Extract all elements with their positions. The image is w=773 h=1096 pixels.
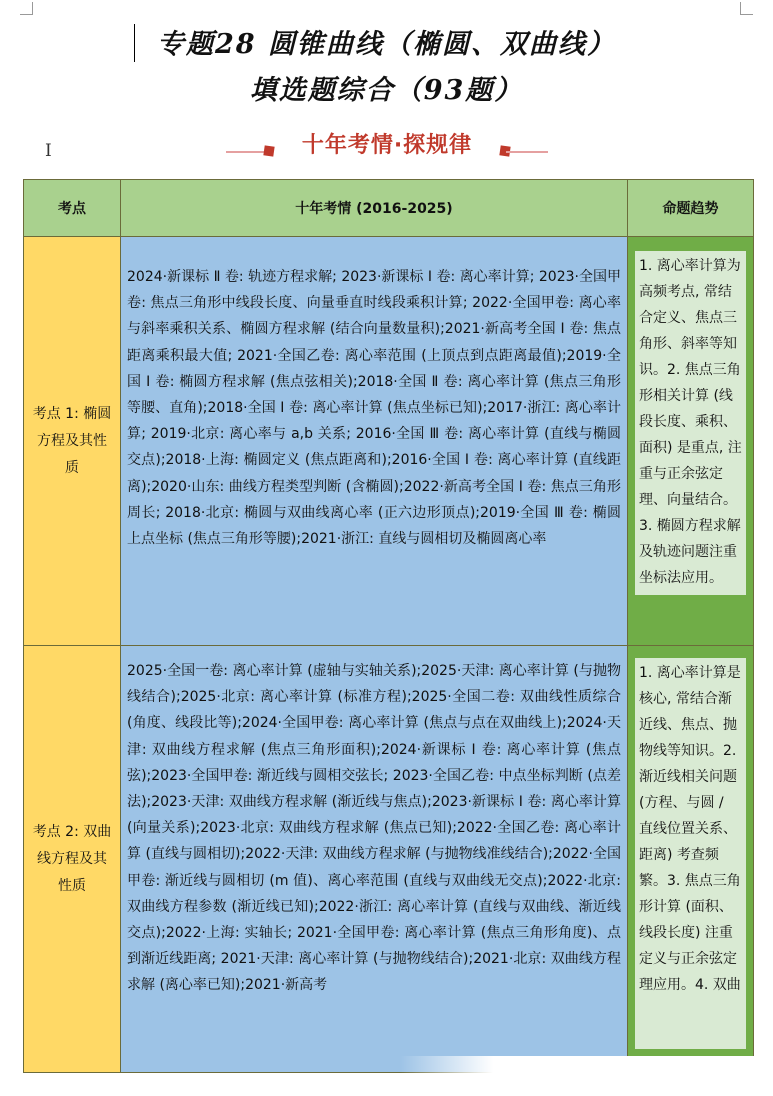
header-history: 十年考情 (2016-2025) (121, 180, 628, 237)
history-cell (121, 646, 628, 1073)
history-text: 2024·新课标 Ⅱ 卷: 轨迹方程求解; 2023·新课标 Ⅰ 卷: 离心率计算; 2023·全国甲卷: 焦点三角形中线段长度、向量垂直时线段乘积计算; 2022·全国甲卷: 离心率与斜率乘积关系、椭圆方程求解 (结合向量数量积);2021·新高考全国 Ⅰ 卷: 焦点距离乘积最大值; 2021·全国乙卷: 离心率范围 (上顶点到点距离最值);2019·全国 Ⅰ 卷: 椭圆方程求解 (焦点弦相关);2018·全国 Ⅱ 卷: 离心率计算 (焦点三角形等腰、直角);2018·全国 Ⅰ 卷: 离心率计算 (焦点坐标已知);2017·浙江: 离心率计算; 2019·北京: 离心率与 a,b 关系; 2016·全国 Ⅲ 卷: 离心率计算 (直线与椭圆交点);2018·上海: 椭圆定义 (焦点距离和);2016·全国 Ⅰ 卷: 离心率计算 (直线距离);2020·山东: 曲线方程类型判断 (含椭圆);2022·新高考全国 Ⅰ 卷: 焦点三角形周长; 2018·北京: 椭圆与双曲线离心率 (正六边形顶点);2019·全国 Ⅲ 卷: 椭圆上点坐标 (焦点三角形等腰);2021·浙江: 直线与圆相切及椭圆离心率 (127, 269, 621, 548)
exam-analysis-table (23, 179, 754, 1073)
header-topic: 考点 (24, 180, 121, 237)
banner-line-right (506, 151, 548, 153)
table-row (24, 646, 754, 1073)
document-title-line1: 专题28 圆锥曲线（椭圆、双曲线） (157, 29, 616, 60)
topic-label: 考点 2: 双曲线方程及其性质 (32, 823, 112, 894)
ibeam-cursor-icon: I (45, 141, 52, 161)
trend-cell (628, 646, 754, 1073)
topic-cell (24, 237, 121, 646)
table-row (24, 237, 754, 646)
trend-cell (628, 237, 754, 646)
trend-text: 1. 离心率计算是核心, 常结合渐近线、焦点、抛物线等知识。2. 渐近线相关问题 (方程、与圆 / 直线位置关系、距离) 考查频繁。3. 焦点三角形计算 (面积、线段长度) 注重定义与正余弦定理应用。4. 双曲 (635, 658, 746, 1049)
history-text: 2025·全国一卷: 离心率计算 (虚轴与实轴关系);2025·天津: 离心率计算 (与抛物线结合);2025·北京: 离心率计算 (标准方程);2025·全国二卷: 双曲线性质综合 (角度、线段比等);2024·全国甲卷: 离心率计算 (焦点与点在双曲线上);2024·天津: 双曲线方程求解 (焦点三角形面积);2024·新课标 Ⅰ 卷: 离心率计算 (焦点弦);2023·全国甲卷: 渐近线与圆相交弦长; 2023·全国乙卷: 中点坐标判断 (点差法);2023·天津: 双曲线方程求解 (渐近线与焦点);2023·新课标 Ⅰ 卷: 离心率计算 (向量关系);2023·北京: 双曲线方程求解 (焦点已知);2022·全国乙卷: 离心率计算 (直线与圆相切);2022·天津: 双曲线方程求解 (与抛物线准线结合);2022·全国甲卷: 渐近线与圆相切 (m 值)、离心率范围 (直线与双曲线无交点);2022·北京: 双曲线方程参数 (渐近线已知);2022·浙江: 离心率计算 (直线与双曲线、渐近线交点);2022·上海: 实轴长; 2021·全国甲卷: 离心率计算 (焦点三角形角度)、点到渐近线距离; 2021·天津: 离心率计算 (与抛物线结合);2021·北京: 双曲线方程求解 (离心率已知);2021·新高考 (127, 663, 621, 994)
topic-cell (24, 646, 121, 1073)
bottom-fade-overlay (400, 1056, 773, 1096)
section-banner (226, 124, 548, 164)
page-corner-mark-right (740, 2, 753, 15)
table-header-row (24, 180, 754, 237)
document-title-line2: 填选题综合（93题） (249, 75, 524, 106)
page-corner-mark-left (20, 2, 33, 15)
topic-label: 考点 1: 椭圆方程及其性质 (32, 405, 112, 476)
trend-text: 1. 离心率计算为高频考点, 常结合定义、焦点三角形、斜率等知识。2. 焦点三角形相关计算 (线段长度、乘积、面积) 是重点, 注重与正余弦定理、向量结合。3. 椭圆方程求解及轨迹问题注重坐标法应用。 (635, 251, 746, 595)
banner-title: 十年考情·探规律 (301, 133, 473, 158)
history-cell (121, 237, 628, 646)
header-trend: 命题趋势 (628, 180, 754, 237)
